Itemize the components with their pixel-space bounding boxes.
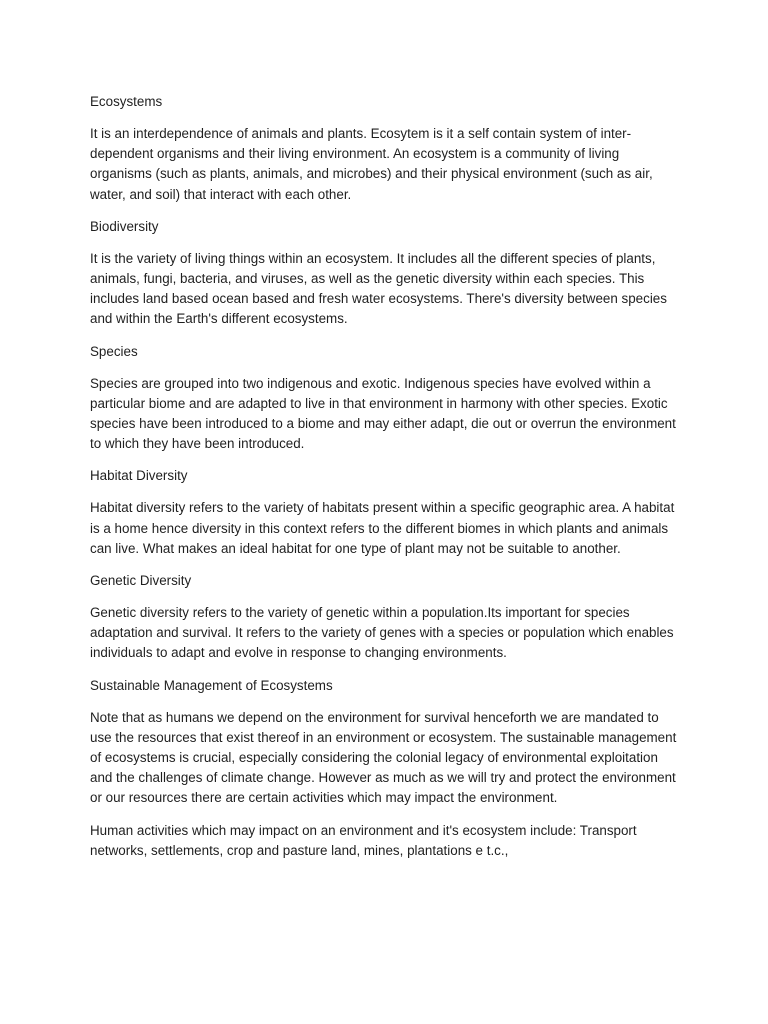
section-body-biodiversity: It is the variety of living things within an ecosystem. It includes all the different species of plants, animals, fungi, bacteria, and viruses, as well as the genetic diversity within each species. This includes land based ocean based and fresh water ecosystems. There's diversity between species and within the Earth's different ecosystems. bbox=[90, 250, 667, 327]
section-heading-genetic-diversity: Genetic Diversity bbox=[90, 573, 192, 589]
section-heading-ecosystems: Ecosystems bbox=[90, 94, 163, 109]
section-heading-sustainable-management: Sustainable Management of Ecosystems bbox=[90, 677, 333, 693]
section-body-genetic-diversity: Genetic diversity refers to the variety of genetic within a population.Its important for species adaptation and survival. It refers to the variety of genes with a species or population which enables individuals to adapt and evolve in response to changing environments. bbox=[90, 605, 674, 661]
section-body-sustainable-management: Note that as humans we depend on the environment for survival henceforth we are mandated to use the resources that exist thereof in an environment or ecosystem. The sustainable management of ecosystems is crucial, especially considering the colonial legacy of environmental exploitation and the challenges of climate change. However as much as we will try and protect the environment or our resources there are certain activities which may impact the environment. bbox=[90, 709, 677, 806]
section-heading-habitat-diversity: Habitat Diversity bbox=[90, 468, 188, 484]
closing-paragraph: Human activities which may impact on an environment and it's ecosystem include: Transport networks, settlements, crop and pasture land, mines, plantations e t.c., bbox=[90, 822, 637, 858]
section-body-species: Species are grouped into two indigenous and exotic. Indigenous species have evolved within a particular biome and are adapted to live in that environment in harmony with other species. Exotic species have been introduced to a biome and may either adapt, die out or overrun the environment to which they have been introduced. bbox=[90, 375, 676, 452]
section-body-habitat-diversity: Habitat diversity refers to the variety of habitats present within a specific geographic area. A habitat is a home hence diversity in this context refers to the different biomes in which plants and animals can live. What makes an ideal habitat for one type of plant may not be suitable to another. bbox=[90, 500, 675, 556]
section-heading-biodiversity: Biodiversity bbox=[90, 218, 159, 234]
section-body-ecosystems: It is an interdependence of animals and plants. Ecosytem is it a self contain system of inter-dependent organisms and their living environment. An ecosystem is a community of living organisms (such as plants, animals, and microbes) and their physical environment (such as air, water, and soil) that interact with each other. bbox=[90, 126, 653, 202]
section-heading-species: Species bbox=[90, 343, 138, 359]
